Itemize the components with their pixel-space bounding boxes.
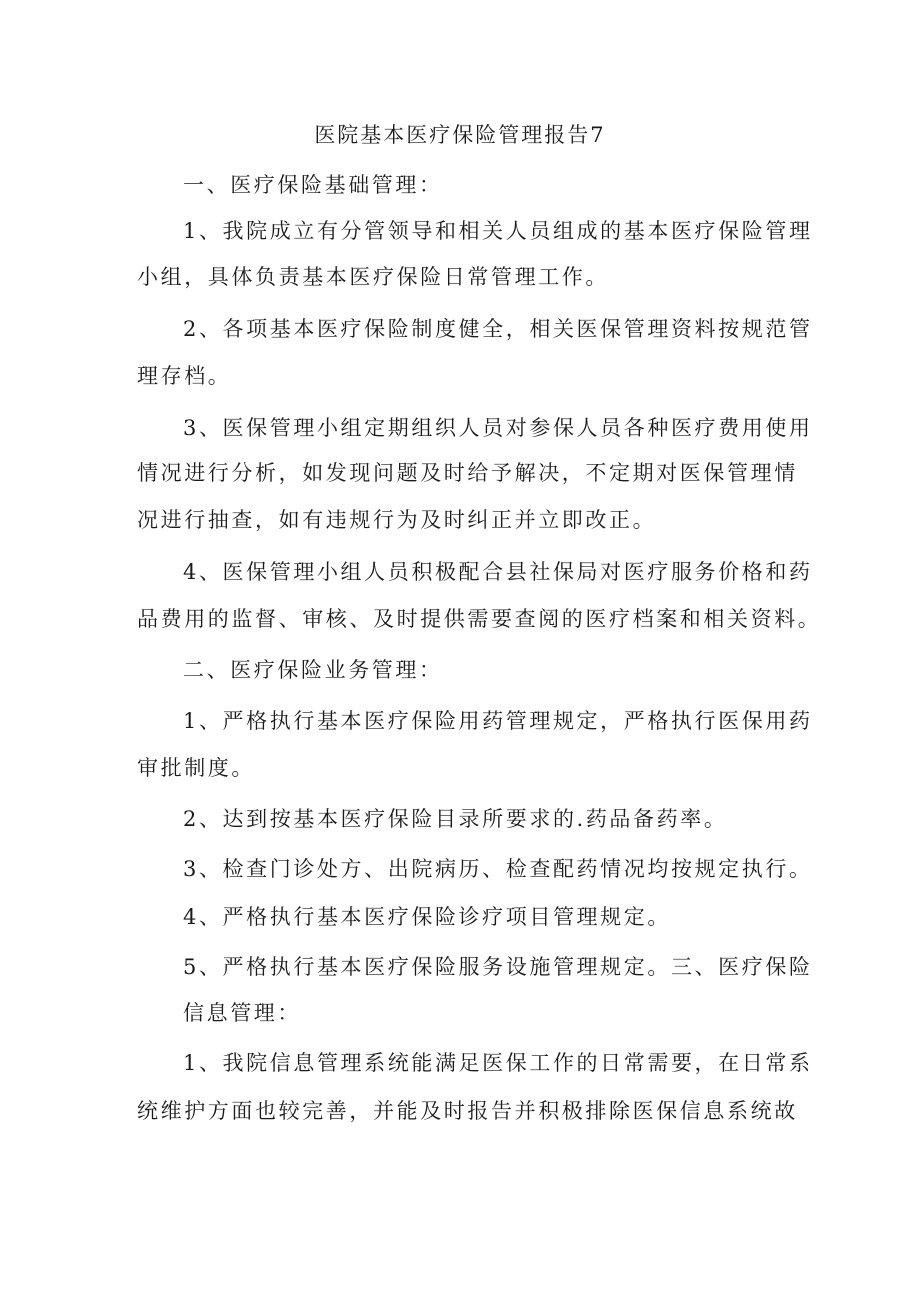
paragraph-line: 3、医保管理小组定期组织人员对参保人员各种医疗费用使用 [183,416,813,440]
paragraph-line: 情况进行分析，如发现问题及时给予解决，不定期对医保管理情 [137,461,798,485]
section-heading-2: 二、医疗保险业务管理： [183,658,443,682]
paragraph-line: 理存档。 [137,364,232,388]
paragraph-line: 小组，具体负责基本医疗保险日常管理工作。 [137,265,609,289]
section-heading-1: 一、医疗保险基础管理： [183,173,443,197]
paragraph-line: 1、严格执行基本医疗保险用药管理规定，严格执行医保用药 [183,709,813,733]
paragraph-line: 统维护方面也较完善，并能及时报告并积极排除医保信息系统故 [137,1099,798,1123]
paragraph-line: 4、严格执行基本医疗保险诊疗项目管理规定。 [183,905,671,929]
paragraph-line: 2、达到按基本医疗保险目录所要求的.药品备药率。 [183,807,728,831]
paragraph-line: 1、我院成立有分管领导和相关人员组成的基本医疗保险管理 [183,219,813,243]
paragraph-line: 况进行抽查，如有违规行为及时纠正并立即改正。 [137,508,657,532]
paragraph-line: 2、各项基本医疗保险制度健全，相关医保管理资料按规范管 [183,317,813,341]
paragraph-line: 4、医保管理小组人员积极配合县社保局对医疗服务价格和药 [183,560,813,584]
paragraph-line: 审批制度。 [137,756,255,780]
document-title: 医院基本医疗保险管理报告7 [314,123,606,147]
paragraph-line: 品费用的监督、审核、及时提供需要查阅的医疗档案和相关资料。 [137,607,822,631]
paragraph-line: 5、严格执行基本医疗保险服务设施管理规定。三、医疗保险 [183,955,813,979]
paragraph-line: 信息管理： [183,1001,301,1025]
paragraph-line: 1、我院信息管理系统能满足医保工作的日常需要，在日常系 [183,1051,813,1075]
paragraph-line: 3、检查门诊处方、出院病历、检查配药情况均按规定执行。 [183,857,813,881]
